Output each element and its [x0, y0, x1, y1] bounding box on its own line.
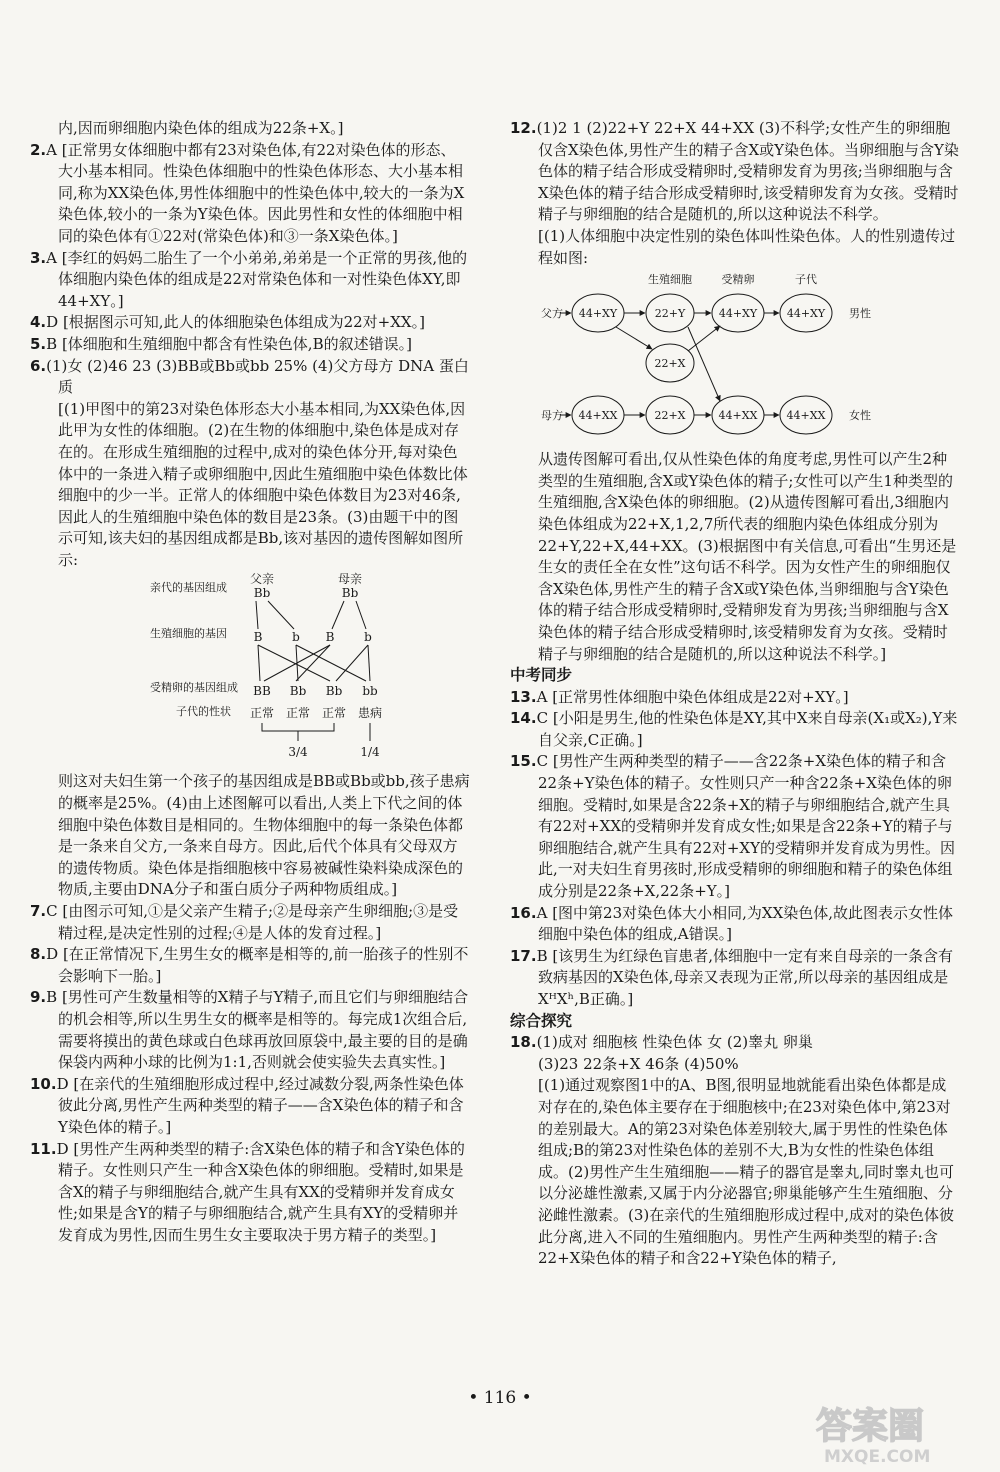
gamete-3: B	[325, 630, 335, 645]
explanation-q6-part1: [(1)甲图中的第23对染色体形态大小基本相同,为XX染色体,因此甲为女性的体细胞。(2)在生物的体细胞中,染色体是成对存在的。在形成生殖细胞的过程中,成对的染色体分开,每对染色体中的一条进入精子或卵细胞中,因此生殖细胞中染色体数比体细胞中的少一半。正常人的体细胞中染色体数目为23对46条,因此人的生殖细胞中染色体的数目是23条。(3)由题干中的图示可知,该夫妇的基因组成都是Bb,该对基因的遗传图解如图所示:	[58, 399, 468, 569]
answer-q2: 2.A [正常男女体细胞中都有23对染色体,有22对染色体的形态、大小基本相同。性染色体细胞中的性染色体形态、大小基本相同,称为XX染色体,男性体细胞中的性染色体中,较大的一条为X染色体,较小的一条为Y染色体。因此男性和女性的体细胞中相同的染色体有①22对(常染色体)和③一条X染色体。]	[30, 140, 465, 245]
answer-q18-line2: (3)23 22条+X 46条 (4)50%	[538, 1054, 739, 1073]
trait-4: 患病	[357, 706, 383, 721]
header-gamete: 生殖细胞	[648, 273, 692, 287]
mother-label: 母亲	[337, 572, 363, 587]
header-offspring: 子代	[795, 273, 817, 287]
inheritance-diagram-bb	[30, 571, 470, 771]
node-gamete-y: 22+Y	[654, 307, 686, 321]
svg-text:答案圈: 答案圈	[816, 1406, 925, 1447]
explanation-q12-part1: [(1)人体细胞中决定性别的染色体叫性染色体。人的性别遗传过程如图:	[538, 226, 956, 267]
answer-q7: 7.C [由图示可知,①是父亲产生精子;②是母亲产生卵细胞;③是受精过程,是决定性别的过程;④是人体的发育过程。]	[30, 902, 459, 942]
ratio-affected: 1/4	[360, 745, 380, 760]
node-zygote-xx: 44+XX	[718, 409, 758, 423]
female-label: 女性	[849, 409, 871, 423]
answer-q9: 9.B [男性可产生数量相等的X精子与Y精子,而且它们与卵细胞结合的机会相等,所以生男生女的概率是相等的。每完成1次组合后,需要将摸出的黄色球或白色球再放回原袋中,最主要的目的是确保袋内两种小球的比例为1:1,否则就会使实验失去真实性。]	[30, 988, 469, 1072]
svg-text:MXQE.COM: MXQE.COM	[824, 1447, 931, 1467]
node-offspring-female: 44+XX	[786, 409, 826, 423]
node-gamete-x-egg: 22+X	[654, 409, 686, 423]
answer-q15: 15.C [男性产生两种类型的精子——含22条+X染色体的精子和含22条+Y染色体的精子。女性则只产一种含22条+X染色体的卵细胞。受精时,如果是含22条+X的精子与卵细胞结合,就产生具有22对+XX的受精卵并发育成女性;如果是含22条+Y的精子与卵细胞结合,就产生具有22对+XY的受精卵并发育成为男性。因此,一对夫妇生育男孩时,形成受精卵的卵细胞和精子的染色体组成分别是22条+X,22条+Y。]	[510, 752, 956, 901]
answer-q3: 3.A [李红的妈妈二胎生了一个小弟弟,弟弟是一个正常的男孩,他的体细胞内染色体的组成是22对常染色体和一对性染色体XY,即44+XY。]	[30, 248, 468, 310]
explanation-q12-part2: 从遗传图解可看出,仅从性染色体的角度考虑,男性可以产生2种类型的生殖细胞,含X或Y染色体的精子;女性可以产生1种类型的生殖细胞,含X染色体的卵细胞。(2)从遗传图解可看出,3细胞内染色体组成为22+X,1,2,7所代表的细胞内染色体组成分别为22+Y,22+X,44+XX。(3)根据图中有关信息,可看出“生男还是生女的责任全在女性”这句话不科学。因为女性产生的卵细胞仅含X染色体,男性产生的精子含X或Y染色体,当卵细胞与含Y染色体的精子结合形成受精卵时,受精卵发育为男孩;当卵细胞与含X染色体的精子结合形成受精卵时,该受精卵发育为女孩。受精时精子与卵细胞的结合是随机的,所以这种说法不科学。]	[538, 450, 957, 663]
father-genotype: Bb	[253, 586, 271, 601]
zygote-1: BB	[253, 684, 271, 699]
trait-3: 正常	[321, 706, 347, 721]
explanation-q6-part2: 则这对夫妇生第一个孩子的基因组成是BB或Bb或bb,孩子患病的概率是25%。(4)由上述图解可以看出,人类上下代之间的体细胞中染色体数目是相同的。生物体细胞中的每一条染色体都是一条来自父方,一条来自母方。因此,后代个体具有父母双方的遗传物质。染色体是指细胞核中容易被碱性染料染成深色的物质,主要由DNA分子和蛋白质分子两种物质组成。]	[58, 772, 470, 899]
left-column	[30, 118, 470, 1247]
father-label: 父亲	[249, 572, 275, 587]
gamete-2: b	[292, 630, 300, 645]
sex-determination-diagram	[510, 269, 960, 449]
page-number: • 116 •	[468, 1388, 532, 1408]
answer-q5: 5.B [体细胞和生殖细胞中都含有性染色体,B的叙述错误。]	[30, 334, 412, 353]
ratio-normal: 3/4	[288, 745, 308, 760]
answer-q13: 13.A [正常男性体细胞中染色体组成是22对+XY。]	[510, 687, 849, 706]
mother-genotype: Bb	[341, 586, 359, 601]
gamete-4: b	[364, 630, 372, 645]
label-zygote-genotype: 受精卵的基因组成	[150, 681, 238, 695]
answer-q12: 12.(1)2 1 (2)22+Y 22+X 44+XX (3)不科学;女性产生的卵细胞仅含X染色体,男性产生的精子含X或Y染色体。当卵细胞与含Y染色体的精子结合形成受精卵时,受精卵发育为男孩;当卵细胞与含X染色体的精子结合形成受精卵时,该受精卵发育为女孩。受精时精子与卵细胞的结合是随机的,所以这种说法不科学。	[510, 119, 959, 224]
section-heading-comprehensive: 综合探究	[510, 1011, 573, 1030]
answer-q14: 14.C [小阳是男生,他的性染色体是XY,其中X来自母亲(X₁或X₂),Y来自父亲,C正确。]	[510, 709, 958, 749]
node-offspring-male: 44+XY	[786, 307, 826, 321]
explanation-q18: [(1)通过观察图1中的A、B图,很明显地就能看出染色体都是成对存在的,染色体主要存在于细胞核中;在23对染色体中,第23对的差别最大。A的第23对染色体差别较大,属于男性的性染色体组成;B的第23对性染色体的差别不大,B为女性的性染色体组成。(2)男性产生生殖细胞——精子的器官是睾丸,同时睾丸也可以分泌雄性激素,又属于内分泌器官;卵巢能够产生生殖细胞、分泌雌性激素。(3)在亲代的生殖细胞形成过程中,成对的染色体彼此分离,进入不同的生殖细胞内。男性产生两种类型的精子:含22+X染色体的精子和含22+Y染色体的精子,	[538, 1076, 955, 1268]
trait-2: 正常	[285, 706, 311, 721]
male-label: 男性	[849, 307, 871, 321]
label-parent-genotype: 亲代的基因组成	[150, 581, 227, 595]
answer-q6: 6.(1)女 (2)46 23 (3)BB或Bb或bb 25% (4)父方母方 DNA 蛋白质	[30, 356, 469, 397]
label-gamete-genotype: 生殖细胞的基因	[150, 627, 227, 641]
answer-q4: 4.D [根据图示可知,此人的体细胞染色体组成为22对+XX。]	[30, 313, 425, 332]
diagram-arrows	[253, 601, 370, 741]
gamete-1: B	[253, 630, 263, 645]
answer-q17: 17.B [该男生为红绿色盲患者,体细胞中一定有来自母亲的一条含有致病基因的X染色体,母亲又表现为正常,所以母亲的基因组成是XᴴXʰ,B正确。]	[510, 946, 954, 1008]
right-column	[510, 118, 960, 1270]
node-gamete-x-sperm: 22+X	[654, 357, 686, 371]
answer-q8: 8.D [在正常情况下,生男生女的概率是相等的,前一胎孩子的性别不会影响下一胎。]	[30, 945, 469, 985]
zygote-4: bb	[362, 684, 378, 699]
answer-q10: 10.D [在亲代的生殖细胞形成过程中,经过减数分裂,两条性染色体彼此分离,男性产生两种类型的精子——含X染色体的精子和含Y染色体的精子。]	[30, 1074, 464, 1136]
watermark-logo	[810, 1398, 992, 1468]
node-zygote-xy: 44+XY	[718, 307, 758, 321]
answer-q16: 16.A [图中第23对染色体大小相同,为XX染色体,故此图表示女性体细胞中染色体的组成,A错误。]	[510, 903, 954, 944]
father-side-label: 父方	[541, 307, 563, 321]
answer-q18: 18.(1)成对 细胞核 性染色体 女 (2)睾丸 卵巢	[510, 1033, 813, 1052]
node-mother: 44+XX	[578, 409, 618, 423]
mother-side-label: 母方	[541, 409, 563, 423]
label-offspring-trait: 子代的性状	[176, 705, 231, 719]
zygote-3: Bb	[325, 684, 343, 699]
header-zygote: 受精卵	[721, 273, 755, 287]
trait-1: 正常	[249, 706, 275, 721]
section-heading-exam-sync: 中考同步	[510, 666, 573, 685]
q1-continuation: 内,因而卵细胞内染色体的组成为22条+X。]	[58, 119, 344, 137]
answer-q11: 11.D [男性产生两种类型的精子:含X染色体的精子和含Y染色体的精子。女性则只产生一种含X染色体的卵细胞。受精时,如果是含X的精子与卵细胞结合,就产生具有XX的受精卵并发育成女性;如果是含Y的精子与卵细胞结合,就产生具有XY的受精卵并发育成为男性,因而生男生女主要取决于男方精子的类型。]	[30, 1139, 465, 1244]
zygote-2: Bb	[289, 684, 307, 699]
node-father: 44+XY	[578, 307, 618, 321]
